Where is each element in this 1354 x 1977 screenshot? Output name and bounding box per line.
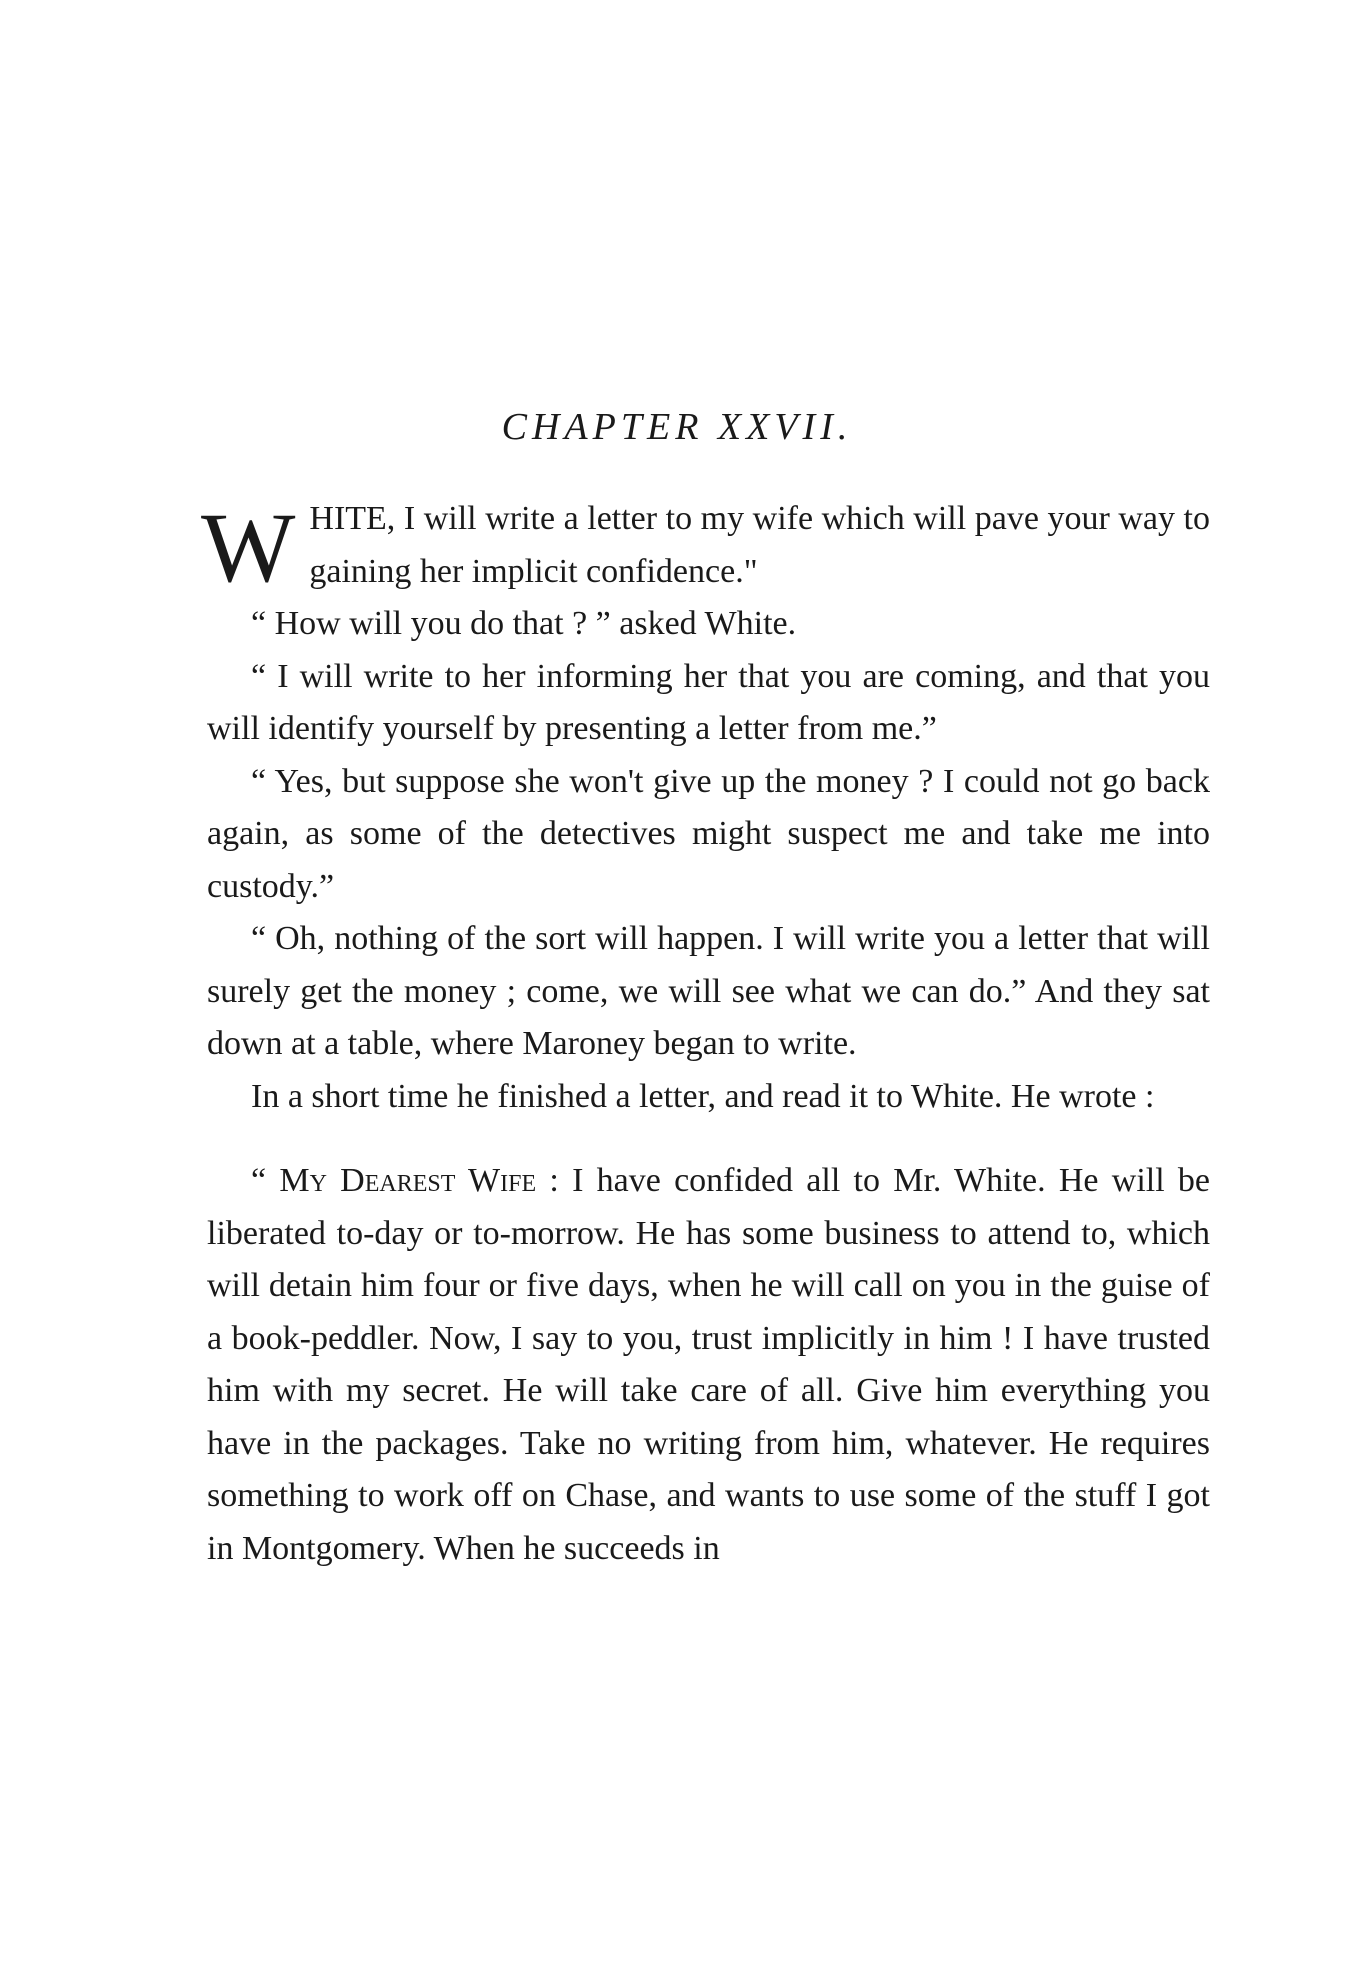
opening-text: HITE, I will write a letter to my wife which will pave your way to gaining her implicit confidence."	[309, 500, 1210, 590]
letter-text	[207, 1155, 1210, 1575]
paragraph-dialogue-4: “ Oh, nothing of the sort will happen. I will write you a letter that will surely get the money ; come, we will see what we can do.” And they sat down at a table, where Maroney began to write.	[207, 920, 1210, 1062]
drop-cap: W	[201, 492, 296, 603]
letter-body: : I have confided all to Mr. White. He will be liberated to-day or to-morrow. He has some business to attend to, which will detain him four or five days, when he will call on you in the guise of a book-peddler. Now, I say to you, trust implicitly in him ! I have trusted him with my secret. He will take care of all. Give him everything you have in the packages. Take no writing from him, whatever. He requires something to work off on Chase, and wants to use some of the stuff I got in Montgomery. When he succeeds in	[207, 1162, 1210, 1567]
paragraph-dialogue-1: “ How will you do that ? ” asked White.	[251, 605, 797, 642]
paragraph-opening	[201, 492, 1210, 603]
paragraph-dialogue-2: “ I will write to her informing her that you are coming, and that you will identify yourself by presenting a letter from me.”	[207, 657, 1210, 747]
letter-salutation: My Dearest Wife	[279, 1162, 537, 1199]
paragraph-dialogue-3: “ Yes, but suppose she won't give up the money ? I could not go back again, as some of the detectives might suspect me and take me into custody.”	[207, 762, 1210, 905]
spacer	[207, 1123, 1210, 1155]
letter-open-quote: “	[251, 1162, 280, 1199]
chapter-body	[201, 492, 1210, 1575]
chapter-heading: CHAPTER XXVII.	[501, 406, 853, 448]
paragraph-narration: In a short time he finished a letter, and read it to White. He wrote :	[251, 1077, 1155, 1115]
